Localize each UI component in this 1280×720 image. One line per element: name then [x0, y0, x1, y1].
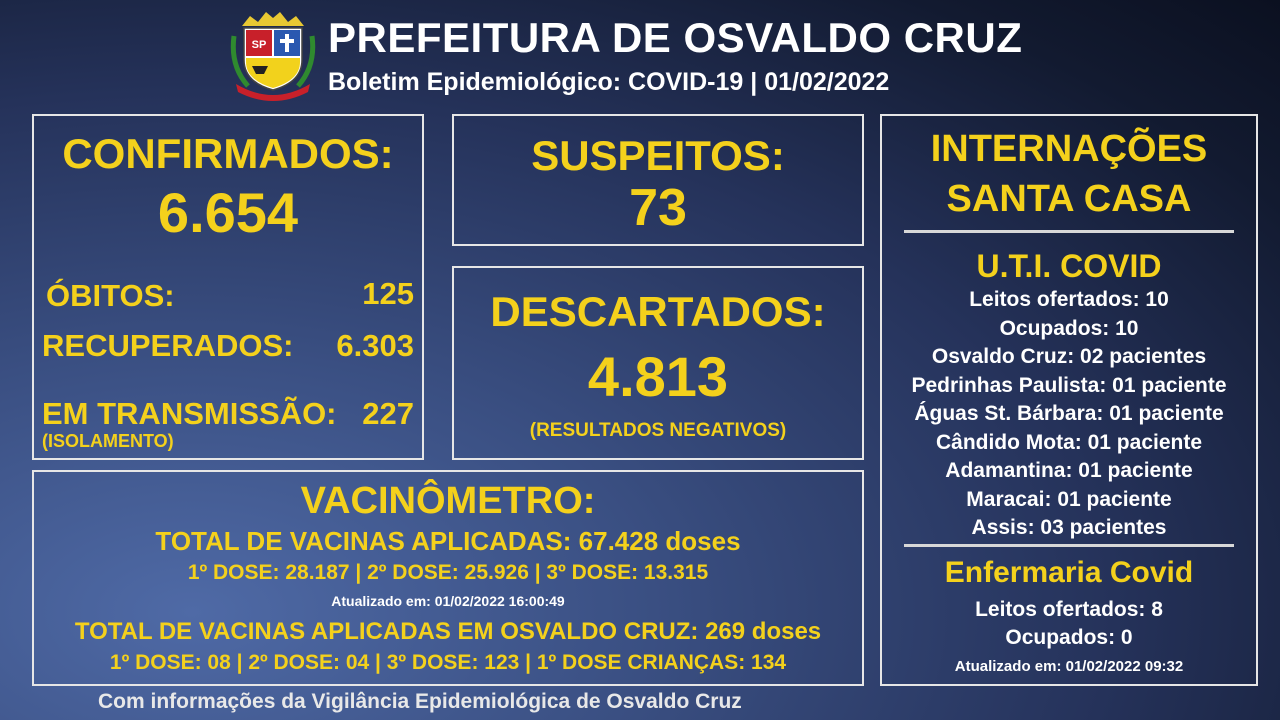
- page-title: PREFEITURA DE OSVALDO CRUZ: [328, 14, 1023, 61]
- vaccine-total: TOTAL DE VACINAS APLICADAS: 67.428 doses: [155, 526, 741, 556]
- hospitalizations-panel: [880, 114, 1258, 686]
- recovered-value: 6.303: [336, 328, 414, 363]
- ward-occupied: Ocupados: 0: [1005, 626, 1133, 649]
- confirmed-value: 6.654: [157, 181, 299, 244]
- divider: [904, 230, 1234, 233]
- isolation-note: (ISOLAMENTO): [42, 431, 174, 451]
- transmission-label: EM TRANSMISSÃO:: [42, 396, 337, 431]
- icu-line: Adamantina: 01 paciente: [945, 459, 1193, 482]
- negative-results-note: (RESULTADOS NEGATIVOS): [529, 420, 787, 441]
- icu-line: Maracai: 01 paciente: [966, 487, 1172, 511]
- discarded-panel: [452, 266, 864, 460]
- source-footer: Com informações da Vigilância Epidemiológica de Osvaldo Cruz: [98, 690, 742, 713]
- icu-line: Ocupados: 10: [999, 316, 1139, 340]
- confirmed-label: CONFIRMADOS:: [62, 130, 394, 177]
- icu-line: Cândido Mota: 01 paciente: [935, 430, 1203, 454]
- icu-list: [882, 286, 1256, 543]
- recovered-label: RECUPERADOS:: [42, 328, 294, 363]
- page-subtitle: Boletim Epidemiológico: COVID-19 | 01/02/2022: [328, 68, 890, 96]
- icu-line: Assis: 03 pacientes: [971, 516, 1167, 539]
- vaccine-updated: Atualizado em: 01/02/2022 16:00:49: [331, 593, 565, 609]
- icu-line: Osvaldo Cruz: 02 pacientes: [931, 345, 1207, 368]
- divider: [904, 544, 1234, 547]
- icu-title: U.T.I. COVID: [976, 248, 1162, 284]
- discarded-value: 4.813: [587, 345, 729, 408]
- vaccine-panel: [32, 470, 864, 686]
- suspects-panel: [452, 114, 864, 246]
- city-crest-icon: [228, 6, 318, 106]
- icu-line: Águas St. Bárbara: 01 paciente: [914, 402, 1224, 425]
- ward-beds: Leitos ofertados: 8: [975, 598, 1163, 621]
- vaccine-oc-doses: 1º DOSE: 08 | 2º DOSE: 04 | 3º DOSE: 123 | 1º DOSE CRIANÇAS: 134: [109, 651, 787, 674]
- icu-line: Leitos ofertados: 10: [969, 288, 1169, 311]
- confirmed-panel: [32, 114, 424, 460]
- transmission-value: 227: [362, 396, 414, 431]
- vaccine-oc-total: TOTAL DE VACINAS APLICADAS EM OSVALDO CRUZ: 269 doses: [74, 618, 822, 645]
- icu-line: Pedrinhas Paulista: 01 paciente: [911, 373, 1227, 397]
- suspects-value: 73: [629, 179, 687, 237]
- discarded-label: DESCARTADOS:: [490, 288, 826, 335]
- hospitalizations-title: INTERNAÇÕES: [930, 128, 1208, 170]
- vaccine-title: VACINÔMETRO:: [300, 480, 596, 522]
- ward-updated: Atualizado em: 01/02/2022 09:32: [954, 658, 1184, 675]
- hospital-name: SANTA CASA: [946, 178, 1192, 220]
- vaccine-doses: 1º DOSE: 28.187 | 2º DOSE: 25.926 | 3º DOSE: 13.315: [187, 561, 709, 584]
- deaths-value: 125: [362, 276, 414, 311]
- deaths-label: ÓBITOS:: [46, 278, 175, 313]
- suspects-label: SUSPEITOS:: [531, 132, 785, 179]
- crest-letters: SP: [251, 39, 267, 51]
- ward-title: Enfermaria Covid: [944, 556, 1194, 589]
